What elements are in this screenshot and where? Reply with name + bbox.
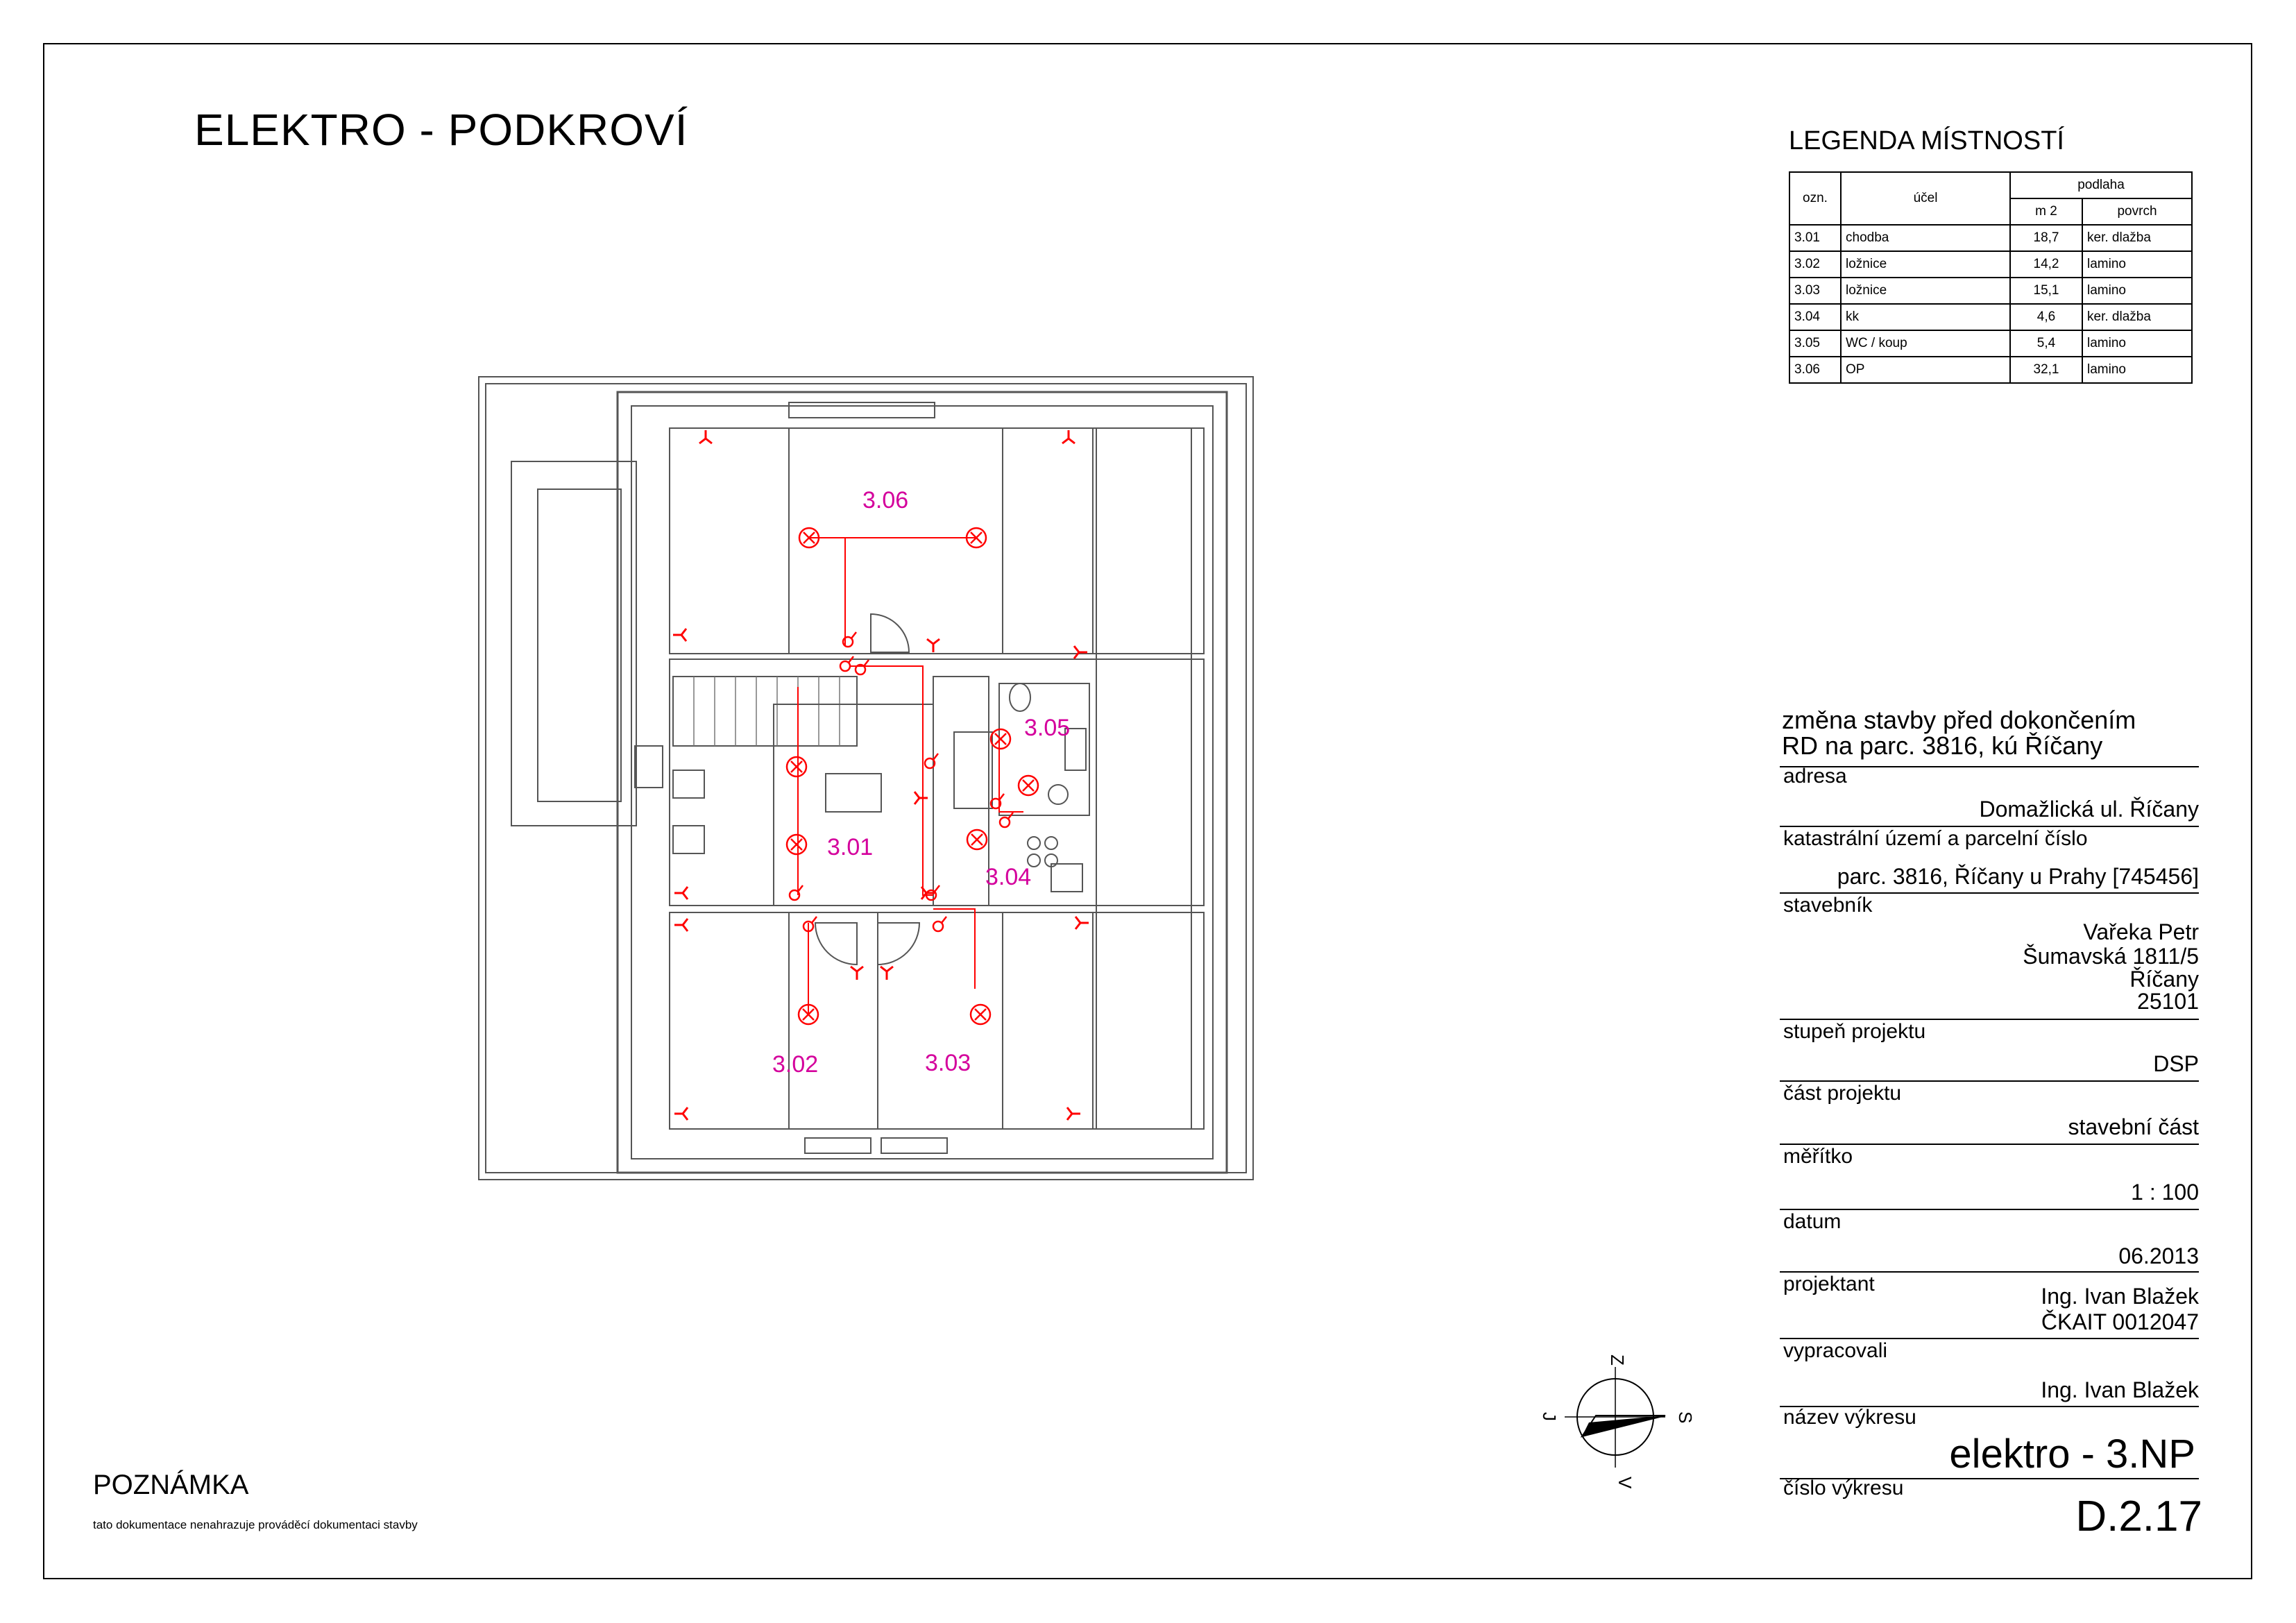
tb-heading-1: změna stavby před dokončením [1782, 706, 2136, 734]
tb-value-cast: stavební část [2068, 1114, 2199, 1139]
ceiling-light-icon [787, 757, 806, 776]
legend-head-povrch: povrch [2082, 198, 2192, 225]
tb-label-katastr: katastrální území a parcelní číslo [1783, 827, 2088, 850]
note-text: tato dokumentace nenahrazuje prováděcí dokumentaci stavby [93, 1518, 418, 1531]
eave-space-right [1096, 428, 1191, 1129]
legend-cell-ozn: 3.01 [1789, 225, 1841, 251]
legend-head-podlaha: podlaha [2010, 172, 2192, 198]
legend-cell-ozn: 3.05 [1789, 330, 1841, 357]
drawing-title: ELEKTRO - PODKROVÍ [194, 105, 688, 155]
ceiling-light-icon [1019, 776, 1038, 795]
kitchen-sink [1051, 864, 1082, 892]
socket-icon [674, 887, 688, 899]
hob-ring [1028, 837, 1040, 849]
ceiling-light-icon [967, 830, 987, 849]
window-bottom [805, 1138, 871, 1153]
legend-cell-m2: 15,1 [2010, 278, 2082, 304]
room-302-outline [670, 912, 878, 1129]
tb-value-cislo: D.2.17 [2075, 1493, 2202, 1540]
switch-icon [856, 660, 869, 674]
legend-title: LEGENDA MÍSTNOSTÍ [1789, 126, 2064, 155]
compass [1539, 1354, 1696, 1489]
legend-cell-m2: 32,1 [2010, 357, 2082, 383]
legend-cell-povrch: lamino [2082, 330, 2192, 357]
room-305-outline [999, 683, 1089, 815]
window-bottom [881, 1138, 947, 1153]
room-label: 3.05 [1024, 715, 1071, 741]
tb-value-katastr: parc. 3816, Říčany u Prahy [745456] [1837, 864, 2199, 889]
tb-label-stavebnik: stavebník [1783, 894, 1873, 917]
tb-divider [1780, 1209, 2199, 1210]
stair-steps [694, 677, 840, 746]
tb-label-meritko: měřítko [1783, 1145, 1853, 1168]
socket-icon [674, 919, 688, 931]
tb-value-meritko: 1 : 100 [2131, 1180, 2199, 1205]
room-303-outline [878, 912, 1204, 1129]
tb-label-stupen: stupeň projektu [1783, 1020, 1926, 1043]
room-label: 3.01 [827, 834, 874, 860]
socket-icon [673, 629, 686, 641]
legend-cell-ozn: 3.02 [1789, 251, 1841, 278]
legend-head-ozn: ozn. [1789, 172, 1841, 225]
legend-cell-povrch: lamino [2082, 251, 2192, 278]
door-swing [878, 923, 919, 965]
tb-label-adresa: adresa [1783, 765, 1847, 788]
tb-label-cast: část projektu [1783, 1082, 1902, 1105]
tb-label-nazev: název výkresu [1783, 1406, 1916, 1429]
balcony-inner [538, 489, 621, 801]
skylight [673, 770, 704, 798]
toilet [1010, 683, 1030, 711]
socket-icon [674, 1107, 688, 1120]
window-top [789, 402, 935, 418]
socket-icon [1075, 917, 1089, 929]
tb-value-datum: 06.2013 [2118, 1243, 2199, 1268]
legend-cell-m2: 4,6 [2010, 304, 2082, 330]
tb-label-vypracovali: vypracovali [1783, 1339, 1888, 1362]
legend-head-ucel: účel [1841, 172, 2010, 225]
staircase [673, 677, 857, 746]
ceiling-light-icon [991, 729, 1010, 749]
legend-cell-povrch: lamino [2082, 357, 2192, 383]
legend-cell-ucel: chodba [1841, 225, 2010, 251]
compass-letter-s: S [1675, 1411, 1696, 1424]
legend-cell-ozn: 3.03 [1789, 278, 1841, 304]
legend-cell-m2: 5,4 [2010, 330, 2082, 357]
socket-icon [927, 639, 939, 652]
tb-value-stavebnik-3: Říčany [2129, 967, 2199, 992]
ceiling-light-icon [971, 1005, 990, 1024]
legend-cell-povrch: lamino [2082, 278, 2192, 304]
legend-cell-ozn: 3.06 [1789, 357, 1841, 383]
stove [954, 732, 992, 808]
room-label: 3.03 [925, 1050, 971, 1076]
kitchen-unit [933, 677, 989, 906]
tb-value-vypracovali: Ing. Ivan Blažek [2041, 1377, 2199, 1402]
socket-icon [1067, 1107, 1080, 1120]
tb-label-cislo: číslo výkresu [1783, 1477, 1904, 1499]
room-306-outline [670, 428, 1204, 654]
window-left [635, 746, 663, 788]
legend-head-m2: m 2 [2010, 198, 2082, 225]
room-label: 3.04 [985, 864, 1032, 890]
legend-cell-ucel: ložnice [1841, 251, 2010, 278]
legend-cell-m2: 14,2 [2010, 251, 2082, 278]
legend-cell-ozn: 3.04 [1789, 304, 1841, 330]
tb-value-projektant-2: ČKAIT 0012047 [2041, 1309, 2199, 1334]
note-title: POZNÁMKA [93, 1470, 249, 1500]
switch-icon [790, 885, 803, 900]
tb-label-datum: datum [1783, 1210, 1842, 1233]
legend-cell-ucel: WC / koup [1841, 330, 2010, 357]
room-label: 3.02 [772, 1051, 819, 1078]
table [826, 774, 881, 812]
washbasin [1048, 785, 1068, 804]
socket-icon [699, 430, 712, 443]
tb-value-stupen: DSP [2153, 1051, 2199, 1076]
hob-ring [1045, 837, 1057, 849]
socket-icon [915, 792, 928, 804]
legend-cell-ucel: OP [1841, 357, 2010, 383]
switch-icon [933, 917, 946, 931]
room-label: 3.06 [862, 487, 909, 513]
legend-cell-povrch: ker. dlažba [2082, 225, 2192, 251]
legend-cell-ucel: ložnice [1841, 278, 2010, 304]
skylight [673, 826, 704, 853]
legend-cell-ucel: kk [1841, 304, 2010, 330]
tb-value-adresa: Domažlická ul. Říčany [1979, 797, 2199, 822]
middle-band [670, 659, 1204, 906]
socket-icon [1074, 646, 1087, 658]
socket-icon [881, 967, 893, 980]
socket-icon [1062, 430, 1075, 443]
compass-letter-v: V [1615, 1477, 1635, 1489]
switch-icon [925, 754, 938, 768]
wiring [798, 538, 1023, 1014]
tb-heading-2: RD na parc. 3816, kú Říčany [1782, 731, 2103, 760]
compass-letter-j: J [1539, 1412, 1560, 1421]
tb-value-nazev: elektro - 3.NP [1949, 1431, 2195, 1477]
door-swing [815, 923, 857, 965]
tb-label-projektant: projektant [1783, 1273, 1875, 1295]
tb-value-stavebnik-1: Vařeka Petr [2083, 919, 2199, 944]
tb-value-stavebnik-2: Šumavská 1811/5 [2023, 944, 2199, 969]
door-swing [871, 614, 909, 652]
legend-cell-povrch: ker. dlažba [2082, 304, 2192, 330]
tb-value-stavebnik-4: 25101 [2137, 989, 2199, 1014]
compass-letter-z: Z [1607, 1354, 1628, 1366]
legend-cell-m2: 18,7 [2010, 225, 2082, 251]
tb-value-projektant-1: Ing. Ivan Blažek [2041, 1284, 2199, 1309]
ceiling-light-icon [787, 835, 806, 854]
socket-icon [851, 967, 863, 980]
